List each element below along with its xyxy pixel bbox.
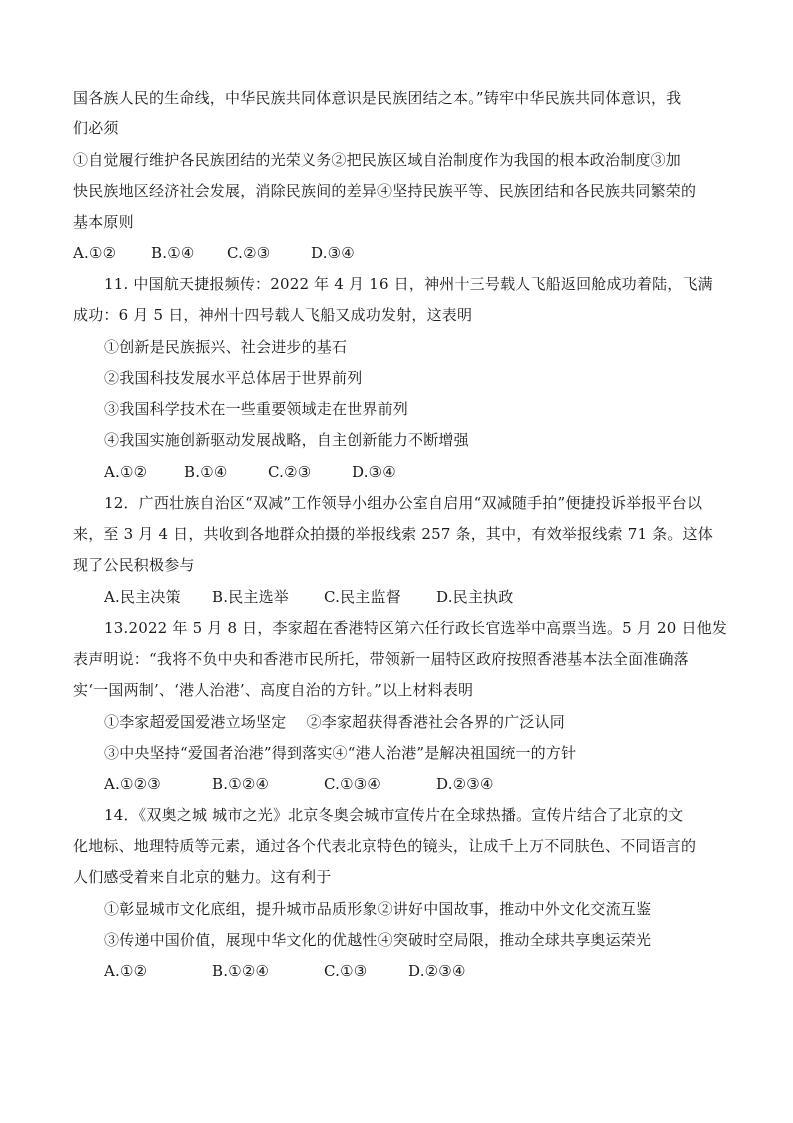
q13-options-1-2: ①李家超爱国爱港立场坚定 ②李家超获得香港社会各界的广泛认同 — [104, 713, 565, 731]
q10-choice-d: D.③④ — [311, 244, 355, 262]
q12-stem-line-2: 来，至 3 月 4 日，共收到各地群众拍摄的举报线索 257 条，其中，有效举报线索 71 条。这体 — [73, 525, 713, 543]
q10-stem-line-2: 们必须 — [73, 119, 119, 137]
q12-choice-b: B.民主选举 — [212, 588, 289, 606]
q11-choice-b: B.①④ — [184, 463, 228, 481]
q13-stem-line-3: 实‘一国两制’、‘港人治港’、高度自治的方针。”以上材料表明 — [73, 681, 474, 699]
q13-choice-c: C.①③④ — [324, 775, 382, 793]
q12-stem-line-1: 12．广西壮族自治区“双减”工作领导小组办公室自启用“双减随手拍”便捷投诉举报平台以 — [104, 494, 703, 512]
q14-options-3-4: ③传递中国价值，展现中华文化的优越性④突破时空局限，推动全球共享奥运荣光 — [104, 931, 652, 949]
q10-options-line-3: 基本原则 — [73, 213, 134, 231]
q13-options-3-4: ③中央坚持“爱国者治港”得到落实④“港人治港”是解决祖国统一的方针 — [104, 744, 577, 762]
q11-stem-line-2: 成功：6 月 5 日，神州十四号载人飞船又成功发射，这表明 — [73, 306, 473, 324]
q11-option-1: ①创新是民族振兴、社会进步的基石 — [104, 338, 348, 356]
q13-stem-line-1: 13.2022 年 5 月 8 日，李家超在香港特区第六任行政长官选举中高票当选。5 月 20 日他发 — [104, 619, 728, 637]
q10-stem-line-1: 国各族人民的生命线，中华民族共同体意识是民族团结之本。”铸牢中华民族共同体意识，我 — [73, 89, 682, 107]
q12-choice-c: C.民主监督 — [324, 588, 401, 606]
q10-options-line-1: ①自觉履行维护各民族团结的光荣义务②把民族区域自治制度作为我国的根本政治制度③加 — [73, 151, 682, 169]
q11-stem-line-1: 11. 中国航天捷报频传：2022 年 4 月 16 日，神州十三号载人飞船返回舱成功着陆，飞满 — [104, 275, 713, 293]
q11-choice-c: C.②③ — [268, 463, 312, 481]
q11-option-3: ③我国科学技术在一些重要领域走在世界前列 — [104, 400, 409, 418]
q10-choice-c: C.②③ — [227, 244, 271, 262]
q14-stem-line-1: 14．《双奥之城 城市之光》北京冬奥会城市宣传片在全球热播。宣传片结合了北京的文 — [104, 806, 684, 824]
q14-choice-c: C.①③ — [324, 962, 368, 980]
q14-options-1-2: ①彰显城市文化底组，提升城市品质形象②讲好中国故事，推动中外文化交流互鉴 — [104, 900, 652, 918]
q10-choice-a: A.①② — [73, 244, 117, 262]
q11-option-4: ④我国实施创新驱动发展战略，自主创新能力不断增强 — [104, 431, 469, 449]
q11-choice-a: A.①② — [104, 463, 148, 481]
q14-choice-a: A.①② — [104, 962, 148, 980]
q11-choice-d: D.③④ — [352, 463, 396, 481]
q13-choices — [104, 774, 494, 794]
q13-stem-line-2: 表声明说：“我将不负中央和香港市民所托，带领新一届特区政府按照香港基本法全面准确落 — [73, 650, 689, 668]
q11-option-2: ②我国科技发展水平总体居于世界前列 — [104, 369, 363, 387]
q10-choices — [73, 243, 355, 263]
q13-choice-d: D.②③④ — [436, 775, 494, 793]
q14-choices — [104, 961, 466, 981]
q14-stem-line-3: 人们感受着来自北京的魅力。这有利于 — [73, 868, 332, 886]
q14-choice-b: B.①②④ — [212, 962, 270, 980]
q12-choices — [104, 587, 513, 607]
q12-stem-line-3: 现了公民积极参与 — [73, 556, 195, 574]
q12-choice-a: A.民主决策 — [104, 588, 181, 606]
q12-choice-d: D.民主执政 — [436, 588, 514, 606]
q14-stem-line-2: 化地标、地理特质等元素，通过各个代表北京特色的镜头，让成千上万不同肤色、不同语言的 — [73, 837, 697, 855]
q14-choice-d: D.②③④ — [408, 962, 466, 980]
q13-choice-a: A.①②③ — [104, 775, 161, 793]
q10-options-line-2: 快民族地区经济社会发展，消除民族间的差异④坚持民族平等、民族团结和各民族共同繁荣的 — [73, 182, 697, 200]
q11-choices — [104, 462, 396, 482]
q13-choice-b: B.①②④ — [212, 775, 270, 793]
q10-choice-b: B.①④ — [151, 244, 195, 262]
